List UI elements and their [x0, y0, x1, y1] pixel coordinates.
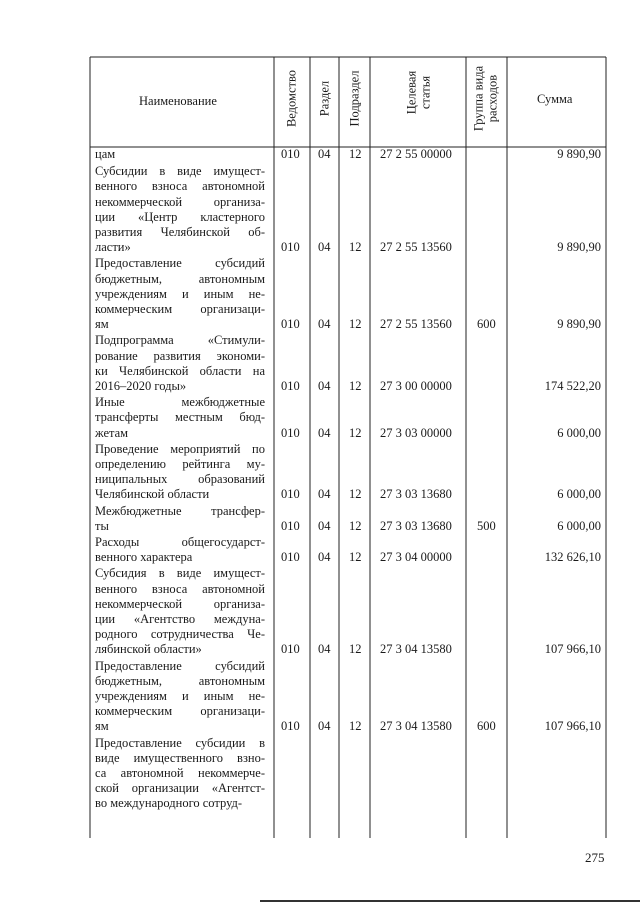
cell-gruppa: 500 [477, 518, 496, 533]
row-name [95, 256, 265, 332]
cell-summa: 174 522,20 [544, 379, 601, 393]
row-name [95, 736, 265, 812]
cell-razdel: 04 [318, 719, 331, 734]
row-name [95, 395, 265, 441]
cell-podrazdel: 12 [349, 379, 362, 393]
row-name-line: Субсидии в виде имущест- [95, 164, 265, 179]
row-name-line: ям [95, 317, 109, 332]
row-name-line: трансферты местным бюд- [95, 410, 265, 425]
row-name [95, 504, 265, 534]
cell-podrazdel: 12 [349, 317, 362, 332]
row-name [95, 164, 265, 255]
cell-celevaya-statya: 27 3 03 00000 [380, 425, 452, 440]
header-gruppa-line2: расходов [485, 74, 500, 123]
row-name-line: лябинской области» [95, 642, 202, 657]
row-name-line: определению рейтинга му- [95, 457, 265, 471]
cell-celevaya-statya: 27 3 00 00000 [380, 379, 452, 393]
cell-gruppa: 600 [477, 719, 496, 734]
footer-rule [260, 900, 640, 902]
row-name-line: Челябинской области [95, 487, 210, 502]
cell-celevaya-statya: 27 2 55 13560 [380, 317, 452, 332]
cell-podrazdel: 12 [349, 642, 362, 657]
row-name-line: учреждениям и иным не- [95, 689, 265, 703]
cell-summa: 9 890,90 [557, 240, 601, 255]
cell-razdel: 04 [318, 550, 331, 565]
cell-razdel: 04 [318, 487, 331, 502]
cell-summa: 9 890,90 [557, 147, 601, 161]
header-podrazdel: Подраздел [347, 70, 362, 127]
cell-podrazdel: 12 [349, 487, 362, 502]
cell-summa: 9 890,90 [557, 317, 601, 332]
cell-summa: 6 000,00 [557, 425, 601, 440]
row-name-line: 2016–2020 годы» [95, 379, 187, 393]
cell-razdel: 04 [318, 317, 331, 332]
cell-vedomstvo: 010 [281, 147, 300, 161]
row-name-line: Предоставление субсидий [95, 256, 265, 271]
cell-razdel: 04 [318, 518, 331, 533]
cell-celevaya-statya: 27 3 03 13680 [380, 518, 452, 533]
cell-vedomstvo: 010 [281, 719, 300, 734]
cell-vedomstvo: 010 [281, 550, 300, 565]
header-celevaya-line1: Целевая [404, 70, 419, 115]
row-name-line: са автономной некоммерче- [95, 766, 265, 780]
cell-celevaya-statya: 27 3 04 13580 [380, 719, 452, 734]
cell-vedomstvo: 010 [281, 317, 300, 332]
row-name-line: Межбюджетные трансфер- [95, 503, 265, 518]
header-name: Наименование [139, 94, 217, 108]
row-name-line: ям [95, 719, 109, 734]
row-name-line: некоммерческой организа- [95, 596, 265, 611]
cell-celevaya-statya: 27 2 55 13560 [380, 240, 452, 255]
cell-razdel: 04 [318, 240, 331, 255]
row-name [95, 333, 265, 394]
row-name-line: ки Челябинской области на [95, 363, 265, 378]
cell-vedomstvo: 010 [281, 425, 300, 440]
row-name-line: ласти» [95, 240, 131, 255]
cell-summa: 6 000,00 [557, 518, 601, 533]
row-name-line: развития Челябинской об- [95, 225, 265, 239]
header-celevaya-line2: статья [418, 75, 433, 110]
cell-summa: 107 966,10 [544, 719, 601, 734]
row-name-line: рование развития экономи- [95, 348, 265, 363]
cell-celevaya-statya: 27 2 55 00000 [380, 147, 452, 161]
row-name-line: венного характера [95, 550, 193, 565]
row-name-line: Предоставление субсидии в [95, 735, 265, 750]
row-name-line: Предоставление субсидий [95, 658, 265, 673]
cell-celevaya-statya: 27 3 04 00000 [380, 550, 452, 565]
cell-vedomstvo: 010 [281, 240, 300, 255]
cell-gruppa: 600 [477, 317, 496, 332]
header-razdel: Раздел [317, 80, 332, 117]
row-name-line: Иные межбюджетные [95, 395, 265, 410]
row-name-line: виде имущественного взно- [95, 750, 265, 765]
row-name-line: ской организации «Агентст- [95, 781, 265, 796]
header-vedomstvo: Ведомство [284, 69, 299, 128]
row-name-line: коммерческим организаци- [95, 704, 265, 719]
row-name [95, 659, 265, 735]
cell-podrazdel: 12 [349, 147, 362, 161]
cell-vedomstvo: 010 [281, 379, 300, 393]
row-name-line: бюджетным, автономным [95, 271, 265, 286]
row-name-line: бюджетным, автономным [95, 673, 265, 688]
row-name [95, 535, 265, 565]
cell-podrazdel: 12 [349, 240, 362, 255]
cell-razdel: 04 [318, 379, 331, 393]
row-name-line: некоммерческой организа- [95, 194, 265, 209]
row-name [95, 147, 265, 162]
row-name-line: венного взноса автономной [95, 581, 265, 596]
row-name-line: Проведение мероприятий по [95, 441, 265, 456]
row-name-line: ниципальных образований [95, 472, 265, 487]
cell-summa: 132 626,10 [544, 550, 601, 565]
header-summa: Сумма [537, 92, 573, 106]
row-name-line: ции «Центр кластерного [95, 209, 265, 224]
row-name-line: Подпрограмма «Стимули- [95, 333, 265, 348]
row-name-line: венного взноса автономной [95, 179, 265, 194]
row-name-line: Субсидия в виде имущест- [95, 566, 265, 581]
cell-summa: 6 000,00 [557, 487, 601, 502]
row-name-line: во международного сотруд- [95, 796, 243, 811]
cell-razdel: 04 [318, 642, 331, 657]
header-gruppa-line1: Группа вида [471, 65, 486, 132]
row-name-line: Расходы общегосударст- [95, 535, 265, 549]
cell-celevaya-statya: 27 3 03 13680 [380, 487, 452, 502]
cell-podrazdel: 12 [349, 425, 362, 440]
row-name-line: цам [95, 147, 116, 161]
page-number: 275 [585, 850, 605, 865]
cell-podrazdel: 12 [349, 518, 362, 533]
row-name-line: жетам [95, 425, 129, 440]
cell-razdel: 04 [318, 147, 331, 161]
cell-celevaya-statya: 27 3 04 13580 [380, 642, 452, 657]
row-name-line: ты [95, 518, 109, 533]
cell-podrazdel: 12 [349, 719, 362, 734]
row-name-line: учреждениям и иным не- [95, 286, 265, 301]
cell-podrazdel: 12 [349, 550, 362, 565]
row-name-line: ции «Агентство междуна- [95, 612, 265, 626]
cell-vedomstvo: 010 [281, 518, 300, 533]
row-name-line: коммерческим организаци- [95, 302, 265, 316]
cell-vedomstvo: 010 [281, 642, 300, 657]
cell-vedomstvo: 010 [281, 487, 300, 502]
row-name-line: родного сотрудничества Че- [95, 627, 265, 642]
cell-summa: 107 966,10 [544, 642, 601, 657]
row-name [95, 442, 265, 503]
cell-razdel: 04 [318, 425, 331, 440]
row-name [95, 566, 265, 657]
